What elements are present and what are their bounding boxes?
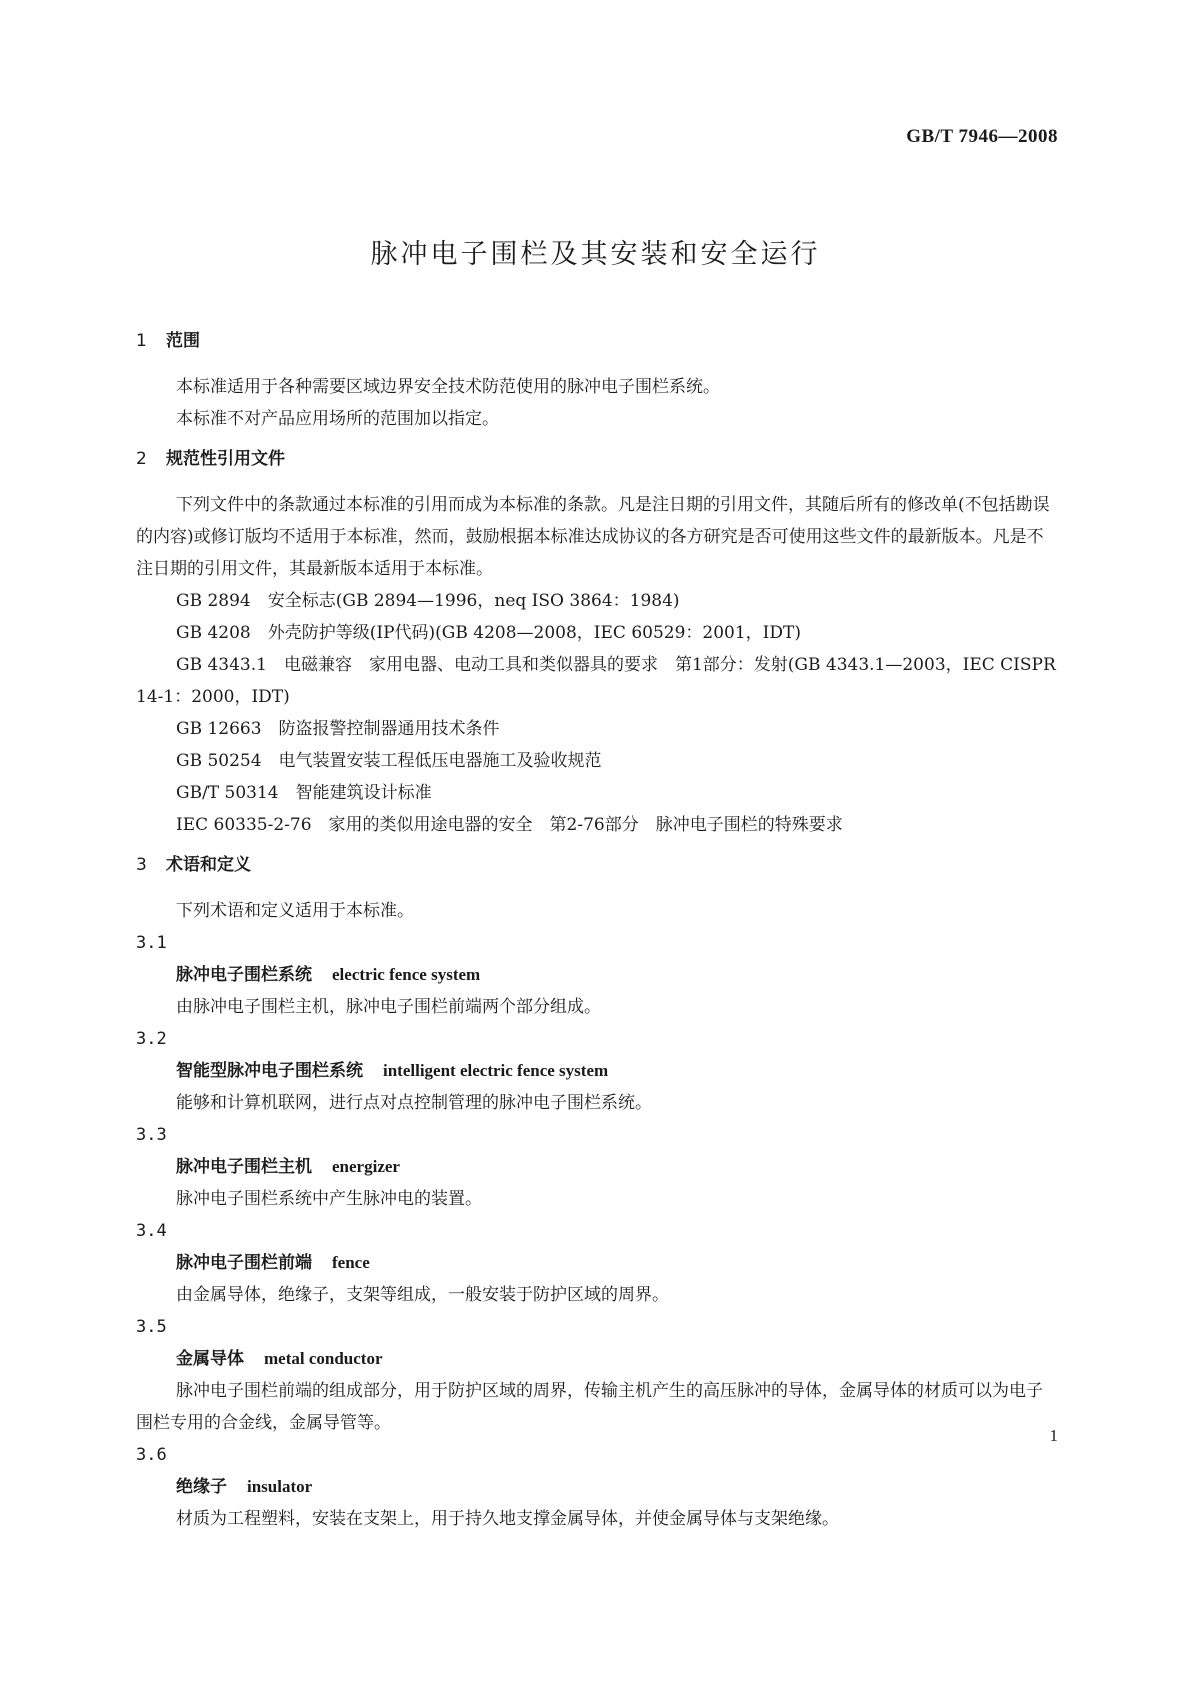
term-number: 3.3 (136, 1125, 167, 1145)
section-number: 2 (136, 449, 147, 469)
term-name-en: energizer (332, 1157, 400, 1176)
paragraph: 下列术语和定义适用于本标准。 (176, 901, 414, 921)
paragraph: 本标准不对产品应用场所的范围加以指定。 (176, 409, 499, 429)
term-number: 3.1 (136, 933, 167, 953)
term-name (136, 1055, 1056, 1087)
term-name-en: electric fence system (332, 965, 481, 984)
term-name-zh: 绝缘子 (176, 1477, 227, 1497)
section-title: 范围 (166, 331, 200, 351)
section-heading-terms-definitions (136, 849, 1056, 881)
section-title: 术语和定义 (166, 855, 251, 875)
term-definition: 能够和计算机联网，进行点对点控制管理的脉冲电子围栏系统。 (176, 1093, 652, 1113)
section-heading-normative-references (136, 443, 1056, 475)
reference-item: GB 12663 防盗报警控制器通用技术条件 (176, 719, 500, 739)
term-number: 3.6 (136, 1445, 167, 1465)
term-name (136, 1343, 1056, 1375)
reference-item: IEC 60335-2-76 家用的类似用途电器的安全 第2-76部分 脉冲电子围栏的特殊要求 (176, 815, 843, 835)
page-number: 1 (1049, 1426, 1058, 1445)
term-number: 3.2 (136, 1029, 167, 1049)
reference-item: GB 2894 安全标志(GB 2894—1996，neq ISO 3864：1984) (176, 591, 680, 611)
term-entry (136, 1023, 1056, 1119)
term-entry (136, 1119, 1056, 1215)
term-entry (136, 927, 1056, 1023)
paragraph: 下列文件中的条款通过本标准的引用而成为本标准的条款。凡是注日期的引用文件，其随后所有的修改单(不包括勘误的内容)或修订版均不适用于本标准，然而，鼓励根据本标准达成协议的各方研究是否可使用这些文件的最新版本。凡是不注日期的引用文件，其最新版本适用于本标准。 (136, 495, 1050, 579)
term-definition: 脉冲电子围栏系统中产生脉冲电的装置。 (176, 1189, 482, 1209)
term-definition: 材质为工程塑料，安装在支架上，用于持久地支撑金属导体，并使金属导体与支架绝缘。 (176, 1509, 839, 1529)
section-number: 3 (136, 855, 147, 875)
document-title: 脉冲电子围栏及其安装和安全运行 (370, 239, 821, 270)
term-name-zh: 金属导体 (176, 1349, 244, 1369)
section-heading-scope (136, 325, 1056, 357)
reference-item: GB 50254 电气装置安装工程低压电器施工及验收规范 (176, 751, 602, 771)
term-name-en: intelligent electric fence system (383, 1061, 609, 1080)
term-definition: 脉冲电子围栏前端的组成部分，用于防护区域的周界，传输主机产生的高压脉冲的导体，金属导体的材质可以为电子围栏专用的合金线，金属导管等。 (136, 1381, 1043, 1433)
term-number: 3.5 (136, 1317, 167, 1337)
term-name-zh: 脉冲电子围栏系统 (176, 965, 312, 985)
term-name (136, 1471, 1056, 1503)
term-entry (136, 1439, 1056, 1535)
term-name (136, 959, 1056, 991)
document-body (136, 325, 1056, 1535)
reference-item: GB 4208 外壳防护等级(IP代码)(GB 4208—2008，IEC 60529：2001，IDT) (176, 623, 801, 643)
term-entry (136, 1215, 1056, 1311)
term-name-zh: 脉冲电子围栏主机 (176, 1157, 312, 1177)
paragraph: 本标准适用于各种需要区域边界安全技术防范使用的脉冲电子围栏系统。 (176, 377, 720, 397)
term-definition: 由脉冲电子围栏主机，脉冲电子围栏前端两个部分组成。 (176, 997, 601, 1017)
term-number: 3.4 (136, 1221, 167, 1241)
term-name (136, 1247, 1056, 1279)
term-name-en: fence (332, 1253, 370, 1272)
section-title: 规范性引用文件 (166, 449, 285, 469)
section-number: 1 (136, 331, 147, 351)
term-name (136, 1151, 1056, 1183)
term-name-zh: 智能型脉冲电子围栏系统 (176, 1061, 363, 1081)
term-name-en: metal conductor (264, 1349, 383, 1368)
reference-item: GB/T 50314 智能建筑设计标准 (176, 783, 432, 803)
standard-code: GB/T 7946—2008 (906, 126, 1058, 147)
term-name-zh: 脉冲电子围栏前端 (176, 1253, 312, 1273)
term-entry (136, 1311, 1056, 1439)
term-definition: 由金属导体，绝缘子，支架等组成，一般安装于防护区域的周界。 (176, 1285, 669, 1305)
reference-item: GB 4343.1 电磁兼容 家用电器、电动工具和类似器具的要求 第1部分：发射(GB 4343.1—2003，IEC CISPR 14-1：2000，IDT) (136, 655, 1056, 707)
term-name-en: insulator (247, 1477, 313, 1496)
